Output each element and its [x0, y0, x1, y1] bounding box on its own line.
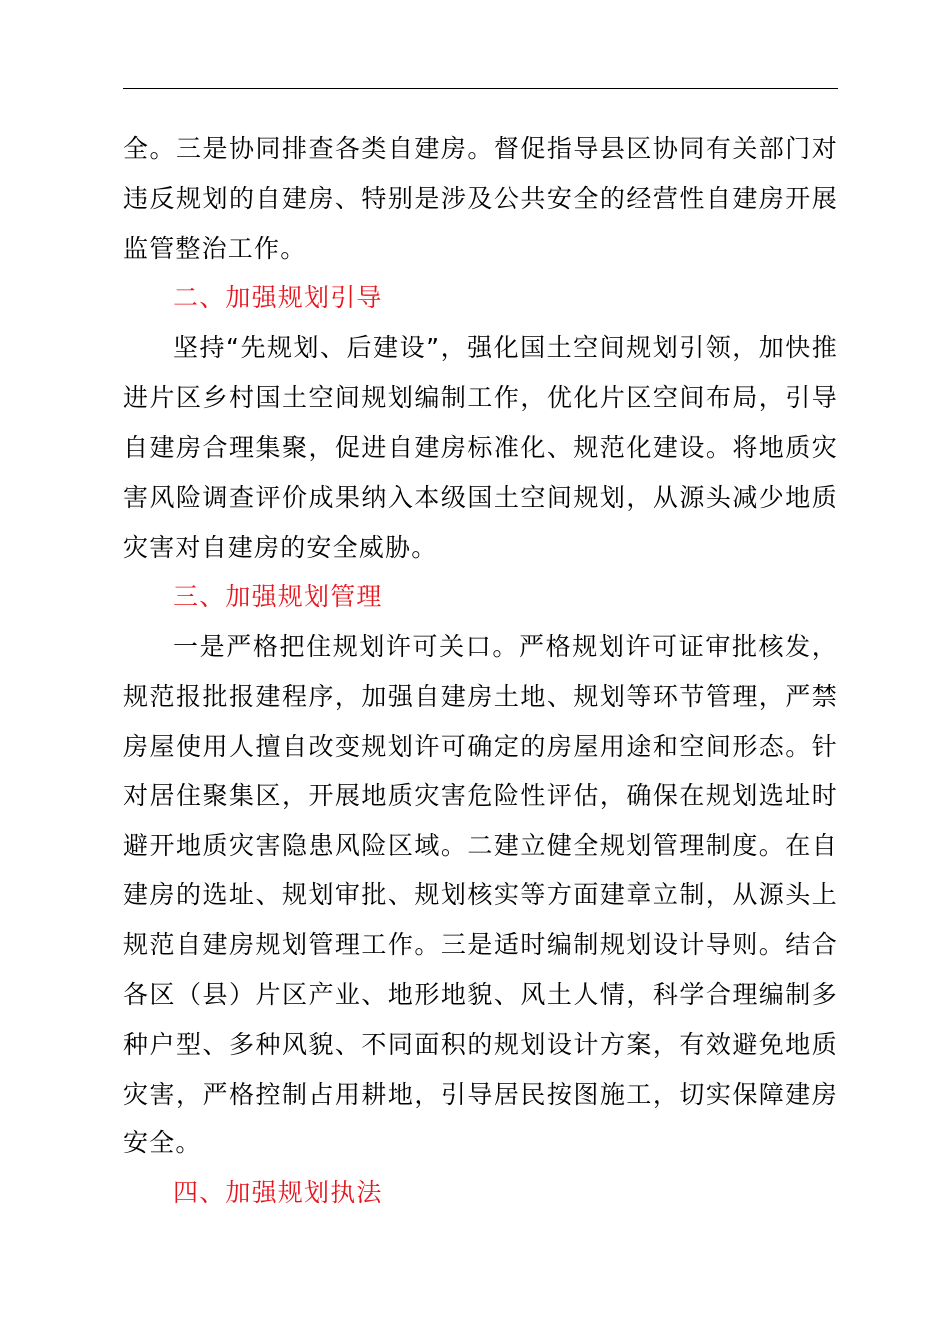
paragraph-line: 自建房合理集聚，促进自建房标准化、规范化建设。将地质灾 — [123, 433, 838, 462]
paragraph-line: 坚持“先规划、后建设”，强化国土空间规划引领，加快推 — [173, 333, 838, 362]
section-heading-4: 四、加强规划执法 — [173, 1178, 383, 1207]
paragraph-line: 规范报批报建程序，加强自建房土地、规划等环节管理，严禁 — [123, 682, 838, 711]
paragraph-line: 对居住聚集区，开展地质灾害危险性评估，确保在规划选址时 — [123, 781, 838, 810]
paragraph-line: 全。三是协同排查各类自建房。督促指导县区协同有关部门对 — [123, 134, 838, 163]
paragraph-line: 避开地质灾害隐患风险区域。二建立健全规划管理制度。在自 — [123, 831, 838, 860]
paragraph-line: 害风险调查评价成果纳入本级国土空间规划，从源头减少地质 — [123, 483, 838, 512]
paragraph-line: 建房的选址、规划审批、规划核实等方面建章立制，从源头上 — [123, 880, 838, 909]
paragraph-line: 进片区乡村国土空间规划编制工作，优化片区空间布局，引导 — [123, 383, 838, 412]
paragraph-line: 监管整治工作。 — [123, 234, 307, 263]
paragraph-line: 种户型、多种风貌、不同面积的规划设计方案，有效避免地质 — [123, 1030, 838, 1059]
paragraph-line: 一是严格把住规划许可关口。严格规划许可证审批核发， — [173, 632, 838, 661]
header-rule — [123, 88, 838, 89]
paragraph-line: 规范自建房规划管理工作。三是适时编制规划设计导则。结合 — [123, 930, 838, 959]
paragraph-line: 各区（县）片区产业、地形地貌、风土人情，科学合理编制多 — [123, 980, 838, 1009]
paragraph-line: 房屋使用人擅自改变规划许可确定的房屋用途和空间形态。针 — [123, 732, 838, 761]
paragraph-line: 灾害，严格控制占用耕地，引导居民按图施工，切实保障建房 — [123, 1080, 838, 1109]
section-heading-3: 三、加强规划管理 — [173, 582, 383, 611]
paragraph-line: 安全。 — [123, 1128, 202, 1157]
paragraph-line: 灾害对自建房的安全威胁。 — [123, 533, 438, 562]
section-heading-2: 二、加强规划引导 — [173, 283, 383, 312]
paragraph-line: 违反规划的自建房、特别是涉及公共安全的经营性自建房开展 — [123, 184, 838, 213]
